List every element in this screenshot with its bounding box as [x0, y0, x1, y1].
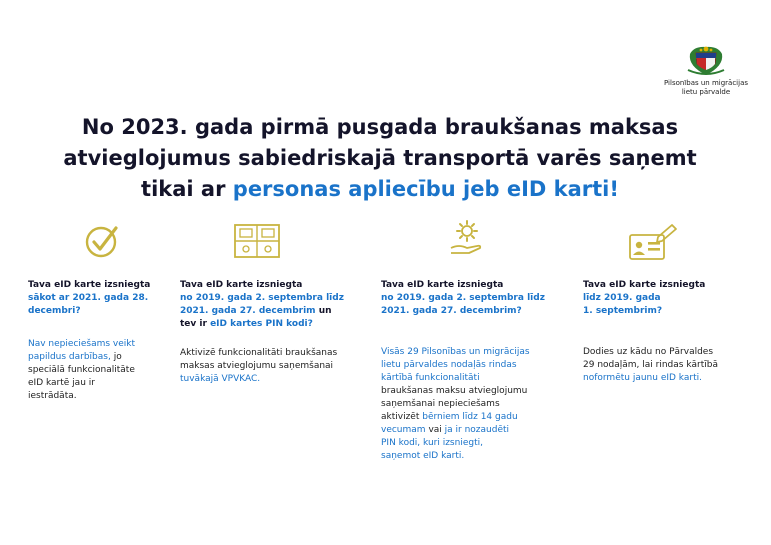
col3-a-line-1: Visās 29 Pilsonības un migrācijas — [381, 347, 530, 357]
col3-a-line-7 — [381, 424, 556, 437]
col3-a-line-4: braukšanas maksu atvieglojumu — [381, 386, 528, 396]
gear-hand-icon — [447, 218, 487, 258]
col4-a-line-2: 29 nodaļām, lai rindas kārtībā — [583, 360, 718, 370]
headline-highlight: personas apliecību jeb eID karti! — [232, 177, 619, 201]
column-4 — [583, 279, 748, 385]
col3-q-line-2: no 2019. gada 2. septembra līdz — [381, 293, 545, 303]
col4-a-line-1: Dodies uz kādu no Pārvaldes — [583, 347, 714, 357]
col2-q-line-4-start: tev ir — [180, 319, 211, 329]
col2-a-line-2: maksas atvieglojumu saņemšanai — [180, 361, 334, 371]
col4-question — [583, 279, 748, 318]
col2-q-line-3 — [180, 305, 355, 318]
col1-a-line-2 — [28, 351, 163, 364]
col3-q-line-3: 2021. gada 27. decembrim? — [381, 306, 522, 316]
col3-a-line-9: saņemot eID karti. — [381, 451, 465, 461]
col2-a-line-3: tuvākajā VPVKAC. — [180, 374, 261, 384]
col3-a-line-8: PIN kodi, kuri izsniegti, — [381, 438, 483, 448]
headline-line-2: atvieglojumus sabiedriskajā transportā varēs saņemt — [63, 146, 697, 170]
headline-line-3 — [40, 174, 720, 205]
col2-q-line-4-blue: eID kartes PIN kodi? — [210, 319, 313, 329]
col3-question — [381, 279, 556, 318]
latvia-coat-of-arms-icon — [684, 44, 728, 78]
headline-line-3-text: tikai ar — [141, 177, 233, 201]
col3-a-line-6-start: aktivizēt — [381, 412, 423, 422]
headline-line-1: No 2023. gada pirmā pusgada braukšanas maksas — [81, 115, 679, 139]
col1-q-line-1: Tava eID karte izsniegta — [28, 280, 151, 290]
col1-a-line-5: iestrādāta. — [28, 391, 77, 401]
col2-a-line-1: Aktivizē funkcionalitāti braukšanas — [180, 348, 338, 358]
col2-q-line-2: no 2019. gada 2. septembra līdz — [180, 293, 344, 303]
col1-q-line-2: sākot ar 2021. gada 28. — [28, 293, 149, 303]
col1-a-line-2-rest: jo — [110, 352, 122, 362]
col3-a-line-6 — [381, 411, 556, 424]
col1-question — [28, 279, 163, 318]
col3-a-line-3: kārtībā funkcionalitāti — [381, 373, 480, 383]
logo-line-2: lietu pārvalde — [681, 88, 731, 96]
col3-a-line-7-mid: vai — [425, 425, 445, 435]
col1-a-line-1: Nav nepieciešams veikt — [28, 339, 136, 349]
col2-question — [180, 279, 355, 331]
col4-q-line-2: līdz 2019. gada — [583, 293, 661, 303]
col3-a-line-7-blue-1: vecumam — [381, 425, 426, 435]
col3-a-line-6-blue: bērniem līdz 14 gadu — [422, 412, 518, 422]
col3-answer — [381, 346, 556, 463]
col3-q-line-1: Tava eID karte izsniegta — [381, 280, 504, 290]
col2-q-line-1: Tava eID karte izsniegta — [180, 280, 303, 290]
cards-board-icon — [233, 223, 281, 259]
col3-a-line-5: saņemšanai nepieciešams — [381, 399, 500, 409]
id-card-pen-icon — [628, 223, 678, 263]
col2-q-line-3-blue: 2021. gada 27. decembrim — [180, 306, 316, 316]
col4-a-line-3: noformētu jaunu eID karti. — [583, 373, 702, 383]
col4-answer — [583, 346, 748, 385]
col2-q-line-4 — [180, 318, 355, 331]
col3-a-line-2: lietu pārvaldes nodaļās rindas — [381, 360, 517, 370]
col2-answer — [180, 347, 355, 386]
col1-q-line-3: decembri? — [28, 306, 81, 316]
checkmark-circle-icon — [84, 223, 120, 259]
col4-q-line-3: 1. septembrim? — [583, 306, 663, 316]
col4-q-line-1: Tava eID karte izsniegta — [583, 280, 706, 290]
column-3 — [381, 279, 556, 463]
col3-a-line-7-blue-2: ja ir nozaudēti — [444, 425, 510, 435]
column-2 — [180, 279, 355, 386]
column-1 — [28, 279, 163, 403]
col1-a-line-3: speciālā funkcionalitāte — [28, 365, 135, 375]
logo — [660, 44, 752, 96]
col1-a-line-2-blue: papildus darbības, — [28, 352, 111, 362]
logo-line-1: Pilsonības un migrācijas — [663, 79, 749, 87]
headline — [40, 112, 720, 205]
col1-a-line-4: eID kartē jau ir — [28, 378, 95, 388]
col1-answer — [28, 338, 163, 403]
col2-q-line-3-rest: un — [315, 306, 332, 316]
